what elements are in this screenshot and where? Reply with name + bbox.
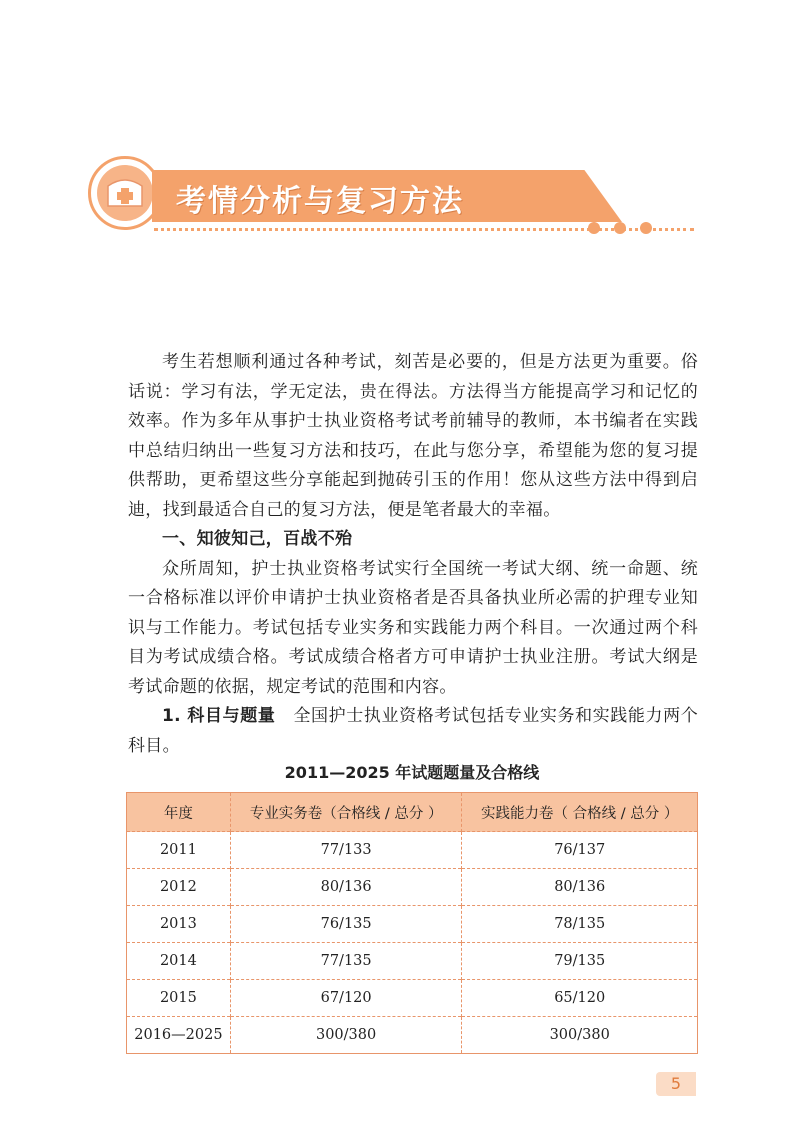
item-paragraph — [128, 702, 698, 761]
divider-dot — [588, 222, 600, 234]
table-row — [127, 869, 698, 906]
table-row — [127, 906, 698, 943]
table-row — [127, 980, 698, 1017]
table-cell: 77/133 — [230, 832, 462, 869]
table-cell: 300/380 — [462, 1017, 698, 1054]
intro-paragraph: 考生若想顺利通过各种考试，刻苦是必要的，但是方法更为重要。俗话说：学习有法，学无定法，贵在得法。方法得当方能提高学习和记忆的效率。作为多年从事护士执业资格考试考前辅导的教师，本书编者在实践中总结归纳出一些复习方法和技巧，在此与您分享，希望能为您的复习提供帮助，更希望这些分享能起到抛砖引玉的作用！您从这些方法中得到启迪，找到最适合自己的复习方法，便是笔者最大的幸福。 — [128, 352, 698, 520]
column-header: 专业实务卷（合格线 / 总分 ） — [230, 793, 462, 832]
table-cell: 300/380 — [230, 1017, 462, 1054]
table-cell: 80/136 — [230, 869, 462, 906]
table-cell: 77/135 — [230, 943, 462, 980]
section-heading: 一、知彼知己，百战不殆 — [162, 529, 353, 549]
column-header: 年度 — [127, 793, 231, 832]
table-row — [127, 832, 698, 869]
table-cell: 80/136 — [462, 869, 698, 906]
table-cell: 2016—2025 — [127, 1017, 231, 1054]
body-text — [128, 348, 698, 761]
nurse-cap-icon — [88, 156, 162, 230]
divider-dot — [640, 222, 652, 234]
table-header-row — [127, 793, 698, 832]
table-row — [127, 943, 698, 980]
page-title: 考情分析与复习方法 — [176, 184, 464, 219]
table-row — [127, 1017, 698, 1054]
table-cell: 2011 — [127, 832, 231, 869]
chapter-header — [88, 152, 708, 242]
section-paragraph: 众所周知，护士执业资格考试实行全国统一考试大纲、统一命题、统一合格标准以评价申请护士执业资格者是否具备执业所必需的护理专业知识与工作能力。考试包括专业实务和实践能力两个科目。一次通过两个科目为考试成绩合格。考试成绩合格者方可申请护士执业注册。考试大纲是考试命题的依据，规定考试的范围和内容。 — [128, 558, 698, 697]
table-cell: 76/135 — [230, 906, 462, 943]
exam-table — [126, 792, 698, 1054]
table-cell: 2015 — [127, 980, 231, 1017]
table-cell: 76/137 — [462, 832, 698, 869]
table-cell: 65/120 — [462, 980, 698, 1017]
table-cell: 2014 — [127, 943, 231, 980]
table-title: 2011—2025 年试题题量及合格线 — [284, 763, 540, 782]
column-header: 实践能力卷（ 合格线 / 总分 ） — [462, 793, 698, 832]
table-cell: 2013 — [127, 906, 231, 943]
table-cell: 67/120 — [230, 980, 462, 1017]
table-cell: 79/135 — [462, 943, 698, 980]
table-cell: 2012 — [127, 869, 231, 906]
item-body: 全国护士执业资格考试包括专业实务和实践能力两个科目。 — [128, 706, 698, 756]
divider-dot — [614, 222, 626, 234]
item-label: 1. 科目与题量 — [162, 706, 276, 726]
dotted-divider — [154, 228, 694, 231]
page-number: 5 — [656, 1072, 696, 1096]
table-cell: 78/135 — [462, 906, 698, 943]
